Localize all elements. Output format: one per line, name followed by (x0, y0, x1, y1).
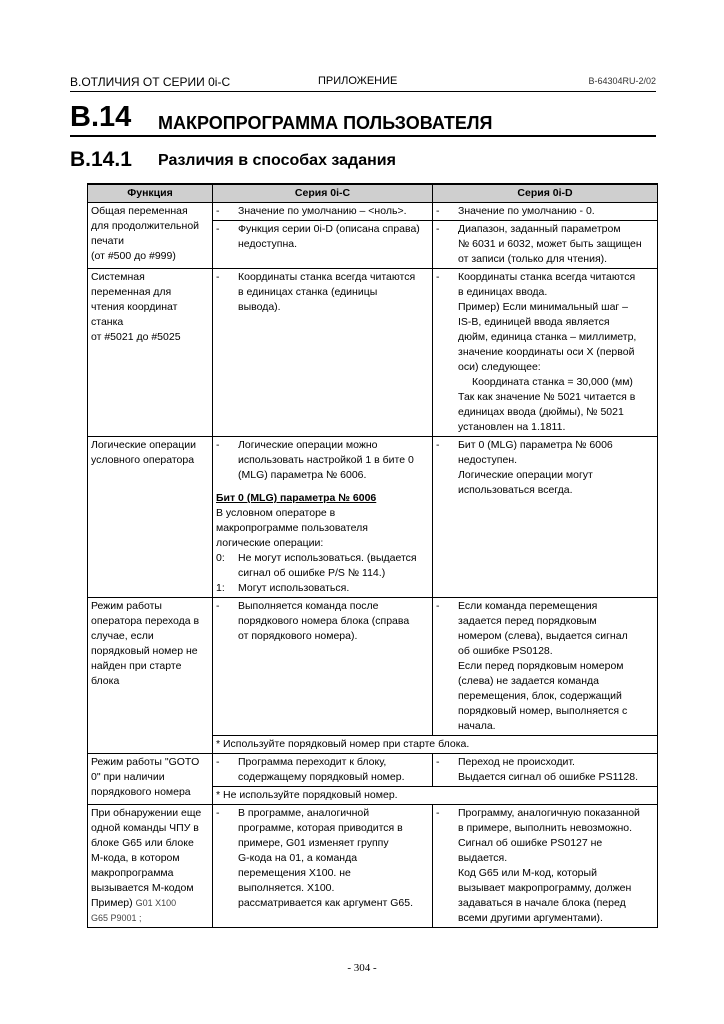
series-c-cell: - В программе, аналогичной программе, которая приводится в примере, G01 изменяет группу G-кода на 01, а команда перемещения X100. не выполняется. X100. рассматривается как аргумент G65. (213, 805, 433, 928)
section-title: МАКРОПРОГРАММА ПОЛЬЗОВАТЕЛЯ (158, 113, 493, 133)
col-header-series-c: Серия 0i-C (213, 184, 433, 203)
comparison-table (87, 183, 658, 928)
series-c-cell: - Значение по умолчанию – <ноль>. (213, 203, 433, 221)
series-d-cell: - Значение по умолчанию - 0. (433, 203, 658, 221)
table-row (88, 437, 658, 598)
function-cell: Системная переменная для чтения координат станка от #5021 до #5025 (88, 269, 213, 437)
series-c-cell: - Программа переходит к блоку, содержащему порядковый номер. (213, 754, 433, 787)
example-code: G65 P9001 ; (91, 913, 142, 923)
series-c-cell: - Логические операции можно использовать настройкой 1 в бите 0 (MLG) параметра № 6006. Бит 0 (MLG) параметра № 6006 В условном операторе в макропрограмме пользователя логические операции: 0: Не могут использоваться. (выдается сигнал об ошибке P/S № 114.) 1: Могут использоваться. (213, 437, 433, 598)
header-rule (70, 91, 656, 92)
series-c-cell: - Выполняется команда после порядкового номера блока (справа от порядкового номера). (213, 598, 433, 736)
function-cell: Режим работы "GOTO 0" при наличии порядкового номера (88, 754, 213, 805)
col-header-series-d: Серия 0i-D (433, 184, 658, 203)
header-chapter: B.ОТЛИЧИЯ ОТ СЕРИИ 0i-C (70, 75, 231, 89)
series-c-cell: - Функция серии 0i-D (описана справа) недоступна. (213, 221, 433, 269)
function-cell: Общая переменная для продолжительной печати (от #500 до #999) (88, 203, 213, 269)
parameter-subheading: Бит 0 (MLG) параметра № 6006 (216, 492, 377, 504)
note-cell: * Используйте порядковый номер при старте блока. (213, 736, 658, 754)
series-d-cell: - Переход не происходит. Выдается сигнал об ошибке PS1128. (433, 754, 658, 787)
page-number: - 304 - (347, 962, 377, 974)
table-row (88, 269, 658, 437)
series-d-cell: - Координаты станка всегда читаются в единицах ввода. Пример) Если минимальный шаг – IS-B, единицей ввода является дюйм, единица станка – миллиметр, значение координаты оси X (первой оси) следующее: Координата станка = 30,000 (мм) Так как значение № 5021 читается в единицах ввода (дюймы), № 5021 установлен на 1.1811. (433, 269, 658, 437)
series-d-cell: - Диапазон, заданный параметром № 6031 и 6032, может быть защищен от записи (только для чтения). (433, 221, 658, 269)
running-header (70, 75, 656, 92)
function-cell: При обнаружении еще одной команды ЧПУ в блоке G65 или блоке M-кода, в котором макропрограмма вызывается M-кодом Пример) G01 X100 G65 P9001 ; (88, 805, 213, 928)
header-doc-code: B-64304RU-2/02 (588, 76, 656, 86)
header-appendix: ПРИЛОЖЕНИЕ (318, 75, 398, 87)
table-row (88, 203, 658, 221)
series-c-cell: - Координаты станка всегда читаются в единицах станка (единицы вывода). (213, 269, 433, 437)
subsection-title: Различия в способах задания (158, 152, 396, 169)
note-cell: * Не используйте порядковый номер. (213, 787, 658, 805)
series-d-cell: - Если команда перемещения задается перед порядковым номером (слева), выдается сигнал об ошибке PS0128. Если перед порядковым номером (слева) не задается команда перемещения, блок, содержащий порядковый номер, выполняется с начала. (433, 598, 658, 736)
function-cell: Логические операции условного оператора (88, 437, 213, 598)
section-number: B.14 (70, 101, 132, 133)
section-rule (70, 135, 656, 137)
example-code: G01 X100 (135, 898, 177, 908)
table-row (88, 598, 658, 736)
series-d-cell: - Бит 0 (MLG) параметра № 6006 недоступен. Логические операции могут использоваться всегда. (433, 437, 658, 598)
series-d-cell: - Программу, аналогичную показанной в примере, выполнить невозможно. Сигнал об ошибке PS0127 не выдается. Код G65 или M-код, который вызывает макропрограмму, должен задаваться в начале блока (перед всеми другими аргументами). (433, 805, 658, 928)
table-row (88, 754, 658, 787)
table-row (88, 805, 658, 928)
col-header-function: Функция (88, 184, 213, 203)
subsection-number: B.14.1 (70, 148, 132, 171)
function-cell: Режим работы оператора перехода в случае, если порядковый номер не найден при старте блока (88, 598, 213, 754)
table-header-row (88, 184, 658, 203)
